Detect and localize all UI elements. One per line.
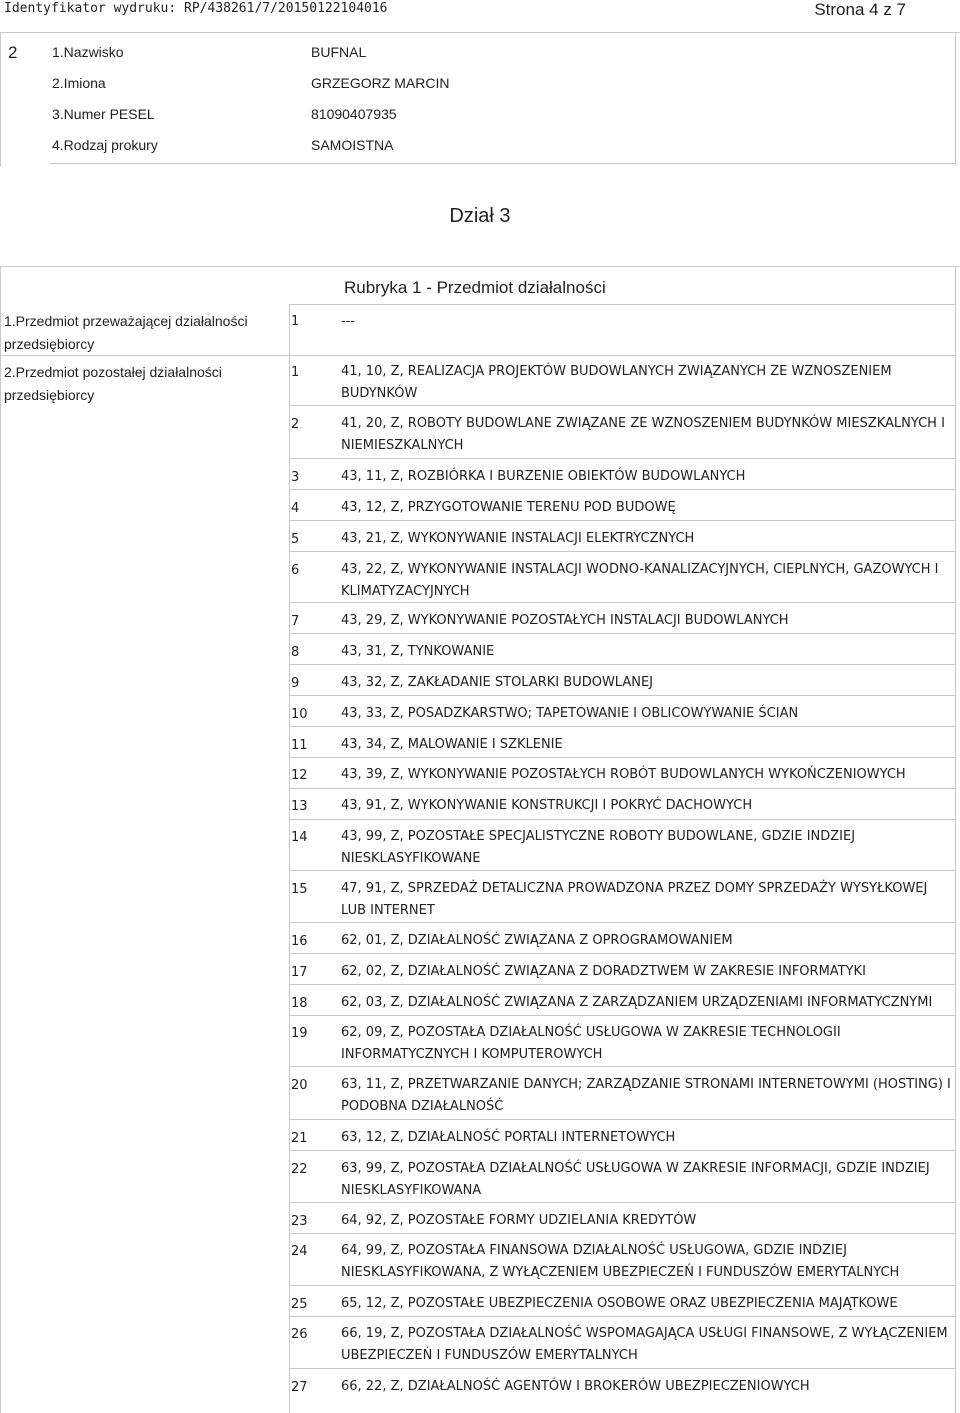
row-divider bbox=[289, 1015, 956, 1016]
activity-num: 7 bbox=[291, 614, 300, 629]
activity-num: 19 bbox=[291, 1026, 308, 1041]
activity-text: 62, 03, Z, DZIAŁALNOŚĆ ZWIĄZANA Z ZARZĄDZANIEM URZĄDZENIAMI INFORMATYCZNYMI bbox=[341, 995, 933, 1010]
divider bbox=[0, 32, 960, 33]
divider bbox=[289, 304, 956, 305]
row-divider bbox=[289, 1316, 956, 1317]
activity-num: 21 bbox=[291, 1131, 308, 1146]
activity-text: 62, 02, Z, DZIAŁALNOŚĆ ZWIĄZANA Z DORADZTWEM W ZAKRESIE INFORMATYKI bbox=[341, 964, 866, 979]
print-header bbox=[0, 0, 960, 20]
activity-text: 43, 39, Z, WYKONYWANIE POZOSTAŁYCH ROBÓT BUDOWLANYCH WYKOŃCZENIOWYCH bbox=[341, 767, 906, 782]
row-divider bbox=[289, 489, 956, 490]
activity-num: 17 bbox=[291, 965, 308, 980]
row-divider bbox=[289, 953, 956, 954]
activity-num: 13 bbox=[291, 799, 308, 814]
rubric-title: Rubryka 1 - Przedmiot działalności bbox=[344, 278, 606, 297]
activity-num: 24 bbox=[291, 1244, 308, 1259]
activity-num: 20 bbox=[291, 1078, 308, 1093]
row-divider bbox=[289, 602, 956, 603]
person-field-value: BUFNAL bbox=[311, 44, 367, 60]
person-field-label: 1.Nazwisko bbox=[52, 44, 124, 60]
page-number: Strona 4 z 7 bbox=[814, 0, 906, 19]
person-field-value: GRZEGORZ MARCIN bbox=[311, 75, 450, 91]
activity-text: 65, 12, Z, POZOSTAŁE UBEZPIECZENIA OSOBOWE ORAZ UBEZPIECZENIA MAJĄTKOWE bbox=[341, 1296, 898, 1311]
activity-num: 15 bbox=[291, 882, 308, 897]
main-activity-num: 1 bbox=[291, 314, 300, 329]
activity-num: 25 bbox=[291, 1297, 308, 1312]
activity-num: 27 bbox=[291, 1380, 308, 1395]
activity-num: 5 bbox=[291, 532, 300, 547]
row-divider bbox=[289, 1285, 956, 1286]
activity-text: 63, 99, Z, POZOSTAŁA DZIAŁALNOŚĆ USŁUGOWA W ZAKRESIE INFORMACJI, GDZIE INDZIEJ NIESKLASYFIKOWANA bbox=[341, 1161, 930, 1198]
activity-text: 41, 10, Z, REALIZACJA PROJEKTÓW BUDOWLANYCH ZWIĄZANYCH ZE WZNOSZENIEM BUDYNKÓW bbox=[341, 364, 892, 401]
activity-text: 63, 12, Z, DZIAŁALNOŚĆ PORTALI INTERNETOWYCH bbox=[341, 1130, 676, 1145]
row-divider bbox=[289, 405, 956, 406]
activity-text: 63, 11, Z, PRZETWARZANIE DANYCH; ZARZĄDZANIE STRONAMI INTERNETOWYMI (HOSTING) I PODOBNA DZIAŁALNOŚĆ bbox=[341, 1077, 951, 1114]
activity-text: 43, 91, Z, WYKONYWANIE KONSTRUKCJI I POKRYĆ DACHOWYCH bbox=[341, 798, 753, 813]
activity-num: 26 bbox=[291, 1327, 308, 1342]
activity-text: 64, 99, Z, POZOSTAŁA FINANSOWA DZIAŁALNOŚĆ USŁUGOWA, GDZIE INDZIEJ NIESKLASYFIKOWANA, Z WYŁĄCZENIEM UBEZPIECZEŃ I FUNDUSZÓW EMERYTALNYCH bbox=[341, 1243, 900, 1280]
person-field-value: 81090407935 bbox=[311, 106, 397, 122]
activity-text: 43, 22, Z, WYKONYWANIE INSTALACJI WODNO-KANALIZACYJNYCH, CIEPLNYCH, GAZOWYCH I KLIMATYZACYJNYCH bbox=[341, 562, 939, 599]
print-id: Identyfikator wydruku: RP/438261/7/20150122104016 bbox=[4, 1, 388, 16]
activity-text: 47, 91, Z, SPRZEDAŻ DETALICZNA PROWADZONA PRZEZ DOMY SPRZEDAŻY WYSYŁKOWEJ LUB INTERNET bbox=[341, 881, 928, 918]
row-divider bbox=[289, 726, 956, 727]
row-divider bbox=[289, 664, 956, 665]
activity-text: 41, 20, Z, ROBOTY BUDOWLANE ZWIĄZANE ZE WZNOSZENIEM BUDYNKÓW MIESZKALNYCH I NIEMIESZKALNYCH bbox=[341, 416, 945, 453]
person-field-value: SAMOISTNA bbox=[311, 137, 394, 153]
row-divider bbox=[289, 984, 956, 985]
activity-num: 14 bbox=[291, 830, 308, 845]
row-divider bbox=[289, 757, 956, 758]
activity-num: 4 bbox=[291, 501, 300, 516]
activity-text: 62, 01, Z, DZIAŁALNOŚĆ ZWIĄZANA Z OPROGRAMOWANIEM bbox=[341, 933, 733, 948]
other-activity-label: 2.Przedmiot pozostałej działalności przedsiębiorcy bbox=[4, 364, 222, 403]
row-divider bbox=[289, 1150, 956, 1151]
main-activity-label: 1.Przedmiot przeważającej działalności przedsiębiorcy bbox=[4, 313, 248, 352]
divider bbox=[50, 163, 956, 164]
activity-num: 9 bbox=[291, 676, 300, 691]
activity-num: 16 bbox=[291, 934, 308, 949]
person-index: 2 bbox=[8, 43, 18, 62]
activity-num: 2 bbox=[291, 417, 300, 432]
activity-num: 11 bbox=[291, 738, 308, 753]
activity-text: 43, 34, Z, MALOWANIE I SZKLENIE bbox=[341, 737, 563, 752]
activity-num: 22 bbox=[291, 1162, 308, 1177]
activity-text: 43, 31, Z, TYNKOWANIE bbox=[341, 644, 495, 659]
activity-num: 18 bbox=[291, 996, 308, 1011]
activity-num: 8 bbox=[291, 645, 300, 660]
main-activity-value: --- bbox=[341, 314, 356, 329]
section-title: Dział 3 bbox=[449, 205, 511, 227]
row-divider bbox=[289, 788, 956, 789]
activity-num: 3 bbox=[291, 470, 300, 485]
person-field-label: 3.Numer PESEL bbox=[52, 106, 155, 122]
divider bbox=[955, 266, 956, 1413]
row-divider bbox=[289, 1066, 956, 1067]
divider bbox=[0, 266, 960, 267]
activity-num: 23 bbox=[291, 1214, 308, 1229]
person-field-label: 2.Imiona bbox=[52, 75, 106, 91]
row-divider bbox=[289, 633, 956, 634]
person-field-label: 4.Rodzaj prokury bbox=[52, 137, 158, 153]
row-divider bbox=[289, 1368, 956, 1369]
activity-num: 10 bbox=[291, 707, 308, 722]
activity-text: 43, 33, Z, POSADZKARSTWO; TAPETOWANIE I OBLICOWYWANIE ŚCIAN bbox=[341, 706, 799, 721]
activity-num: 12 bbox=[291, 768, 308, 783]
divider bbox=[0, 266, 1, 1413]
row-divider bbox=[289, 458, 956, 459]
divider bbox=[955, 32, 956, 166]
row-divider bbox=[289, 922, 956, 923]
divider bbox=[289, 304, 290, 1413]
row-divider bbox=[289, 551, 956, 552]
row-divider bbox=[289, 520, 956, 521]
activity-num: 6 bbox=[291, 563, 300, 578]
divider bbox=[0, 32, 1, 166]
row-divider bbox=[289, 695, 956, 696]
activity-text: 43, 12, Z, PRZYGOTOWANIE TERENU POD BUDOWĘ bbox=[341, 500, 676, 515]
row-divider bbox=[289, 870, 956, 871]
row-divider bbox=[289, 819, 956, 820]
row-divider bbox=[289, 1119, 956, 1120]
activity-text: 43, 99, Z, POZOSTAŁE SPECJALISTYCZNE ROBOTY BUDOWLANE, GDZIE INDZIEJ NIESKLASYFIKOWANE bbox=[341, 829, 856, 866]
activity-text: 66, 22, Z, DZIAŁALNOŚĆ AGENTÓW I BROKERÓW UBEZPIECZENIOWYCH bbox=[341, 1379, 810, 1394]
activity-text: 43, 29, Z, WYKONYWANIE POZOSTAŁYCH INSTALACJI BUDOWLANYCH bbox=[341, 613, 789, 628]
activity-text: 66, 19, Z, POZOSTAŁA DZIAŁALNOŚĆ WSPOMAGAJĄCA USŁUGI FINANSOWE, Z WYŁĄCZENIEM UBEZPIECZEŃ I FUNDUSZÓW EMERYTALNYCH bbox=[341, 1326, 948, 1363]
activity-text: 62, 09, Z, POZOSTAŁA DZIAŁALNOŚĆ USŁUGOWA W ZAKRESIE TECHNOLOGII INFORMATYCZNYCH I KOMPUTEROWYCH bbox=[341, 1025, 841, 1062]
activity-text: 43, 32, Z, ZAKŁADANIE STOLARKI BUDOWLANEJ bbox=[341, 675, 654, 690]
row-divider bbox=[289, 1233, 956, 1234]
activity-text: 43, 21, Z, WYKONYWANIE INSTALACJI ELEKTRYCZNYCH bbox=[341, 531, 695, 546]
row-divider bbox=[289, 1202, 956, 1203]
activity-text: 64, 92, Z, POZOSTAŁE FORMY UDZIELANIA KREDYTÓW bbox=[341, 1213, 697, 1228]
activity-num: 1 bbox=[291, 365, 300, 380]
activity-text: 43, 11, Z, ROZBIÓRKA I BURZENIE OBIEKTÓW BUDOWLANYCH bbox=[341, 469, 746, 484]
